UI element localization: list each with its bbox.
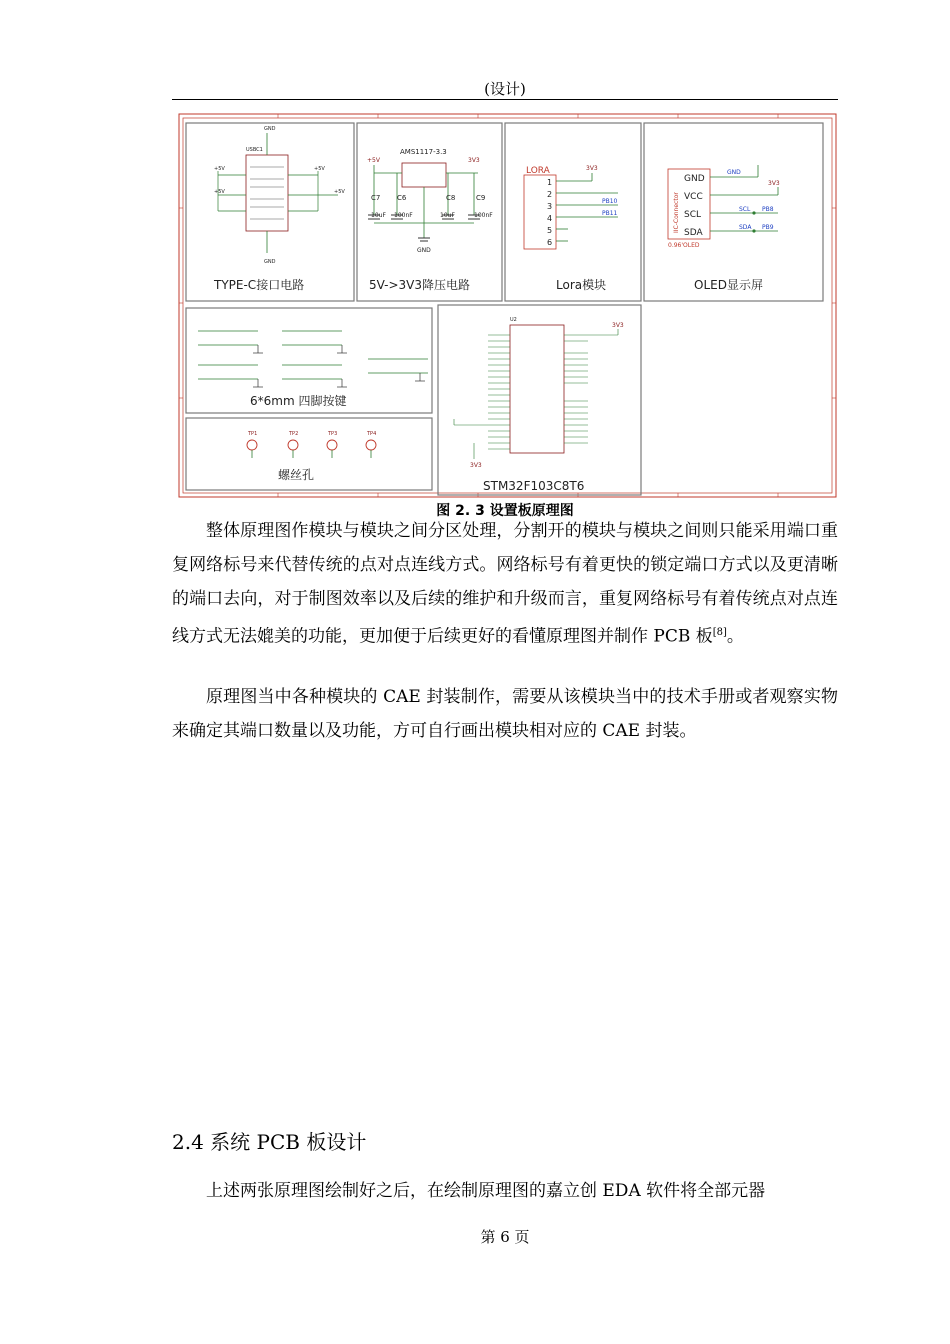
svg-text:VCC: VCC <box>684 192 703 202</box>
svg-text:SCL: SCL <box>684 210 702 220</box>
section-heading: 2.4 系统 PCB 板设计 <box>172 1130 367 1154</box>
paragraph-3: 上述两张原理图绘制好之后，在绘制原理图的嘉立创 EDA 软件将全部元器 <box>206 1181 766 1201</box>
module-label-screws: 螺丝孔 <box>278 468 315 482</box>
svg-text:GND: GND <box>264 259 276 265</box>
svg-text:GND: GND <box>417 247 431 254</box>
svg-text:3V3: 3V3 <box>612 322 624 329</box>
svg-text:TP3: TP3 <box>328 431 338 437</box>
svg-text:SDA: SDA <box>739 224 752 231</box>
svg-text:SCL: SCL <box>739 206 751 213</box>
svg-text:2: 2 <box>547 190 553 199</box>
schematic-drawing <box>178 113 837 498</box>
svg-text:PB9: PB9 <box>762 224 774 231</box>
svg-text:TP1: TP1 <box>248 431 258 437</box>
svg-text:+5V: +5V <box>214 189 225 195</box>
svg-text:3V3: 3V3 <box>470 462 482 469</box>
svg-text:IIC-Connector: IIC-Connector <box>673 192 680 233</box>
citation-ref: [8] <box>712 627 727 638</box>
svg-text:C7: C7 <box>371 194 381 202</box>
module-label-lora: Lora模块 <box>556 278 607 292</box>
svg-text:10uF: 10uF <box>371 212 386 219</box>
svg-text:3V3: 3V3 <box>768 180 780 187</box>
svg-text:1: 1 <box>547 178 553 187</box>
svg-text:GND: GND <box>684 174 705 184</box>
page-header: (设计) <box>484 80 526 98</box>
svg-text:USBC1: USBC1 <box>246 147 263 153</box>
svg-text:+5V: +5V <box>367 157 380 164</box>
svg-text:100nF: 100nF <box>394 212 413 219</box>
svg-text:AMS1117-3.3: AMS1117-3.3 <box>400 148 447 156</box>
svg-text:GND: GND <box>264 126 276 132</box>
module-label-typec: TYPE-C接口电路 <box>214 278 305 292</box>
module-label-ldo: 5V->3V3降压电路 <box>369 278 471 292</box>
svg-text:0.96'OLED: 0.96'OLED <box>668 242 700 249</box>
page-number: 第 6 页 <box>480 1228 530 1246</box>
module-label-buttons: 6*6mm 四脚按键 <box>250 394 347 408</box>
svg-text:C6: C6 <box>397 194 407 202</box>
svg-text:3: 3 <box>547 202 553 211</box>
paragraph-1-text: 整体原理图作模块与模块之间分区处理，分割开的模块与模块之间则只能采用端口重复网络标号来代替传统的点对点连线方式。网络标号有着更快的锁定端口方式以及更清晰的端口去向，对于制图效率以及后续的维护和升级而言，重复网络标号有着传统点对点连线方式无法媲美的功能，更加便于后续更好的看懂原理图并制作 PCB 板 <box>172 521 838 647</box>
svg-text:10uF: 10uF <box>440 212 455 219</box>
svg-text:U2: U2 <box>510 317 517 323</box>
svg-text:GND: GND <box>727 169 741 176</box>
svg-text:TP4: TP4 <box>367 431 377 437</box>
svg-text:C8: C8 <box>446 194 456 202</box>
svg-text:LORA: LORA <box>526 166 550 176</box>
figure-caption: 图 2. 3 设置板原理图 <box>436 503 574 519</box>
header-rule <box>172 99 838 100</box>
svg-text:SDA: SDA <box>684 228 703 238</box>
svg-text:C9: C9 <box>476 194 486 202</box>
svg-text:+5V: +5V <box>334 189 345 195</box>
paragraph-2: 原理图当中各种模块的 CAE 封装制作，需要从该模块当中的技术手册或者观察实物来确定其端口数量以及功能，方可自行画出模块相对应的 CAE 封装。 <box>172 687 838 741</box>
svg-text:4: 4 <box>547 214 553 223</box>
svg-text:PB11: PB11 <box>602 210 618 217</box>
paragraph-1 <box>172 514 838 654</box>
svg-text:3V3: 3V3 <box>586 165 598 172</box>
svg-text:100nF: 100nF <box>474 212 493 219</box>
module-label-oled: OLED显示屏 <box>694 278 763 292</box>
schematic-figure <box>178 113 837 498</box>
paragraph-1-end: 。 <box>726 626 744 647</box>
svg-text:+5V: +5V <box>214 166 225 172</box>
svg-text:PB8: PB8 <box>762 206 774 213</box>
svg-text:TP2: TP2 <box>289 431 299 437</box>
svg-text:3V3: 3V3 <box>468 157 480 164</box>
svg-text:+5V: +5V <box>314 166 325 172</box>
svg-text:6: 6 <box>547 238 553 247</box>
svg-text:PB10: PB10 <box>602 198 618 205</box>
svg-text:5: 5 <box>547 226 553 235</box>
module-label-mcu: STM32F103C8T6 <box>483 479 585 493</box>
